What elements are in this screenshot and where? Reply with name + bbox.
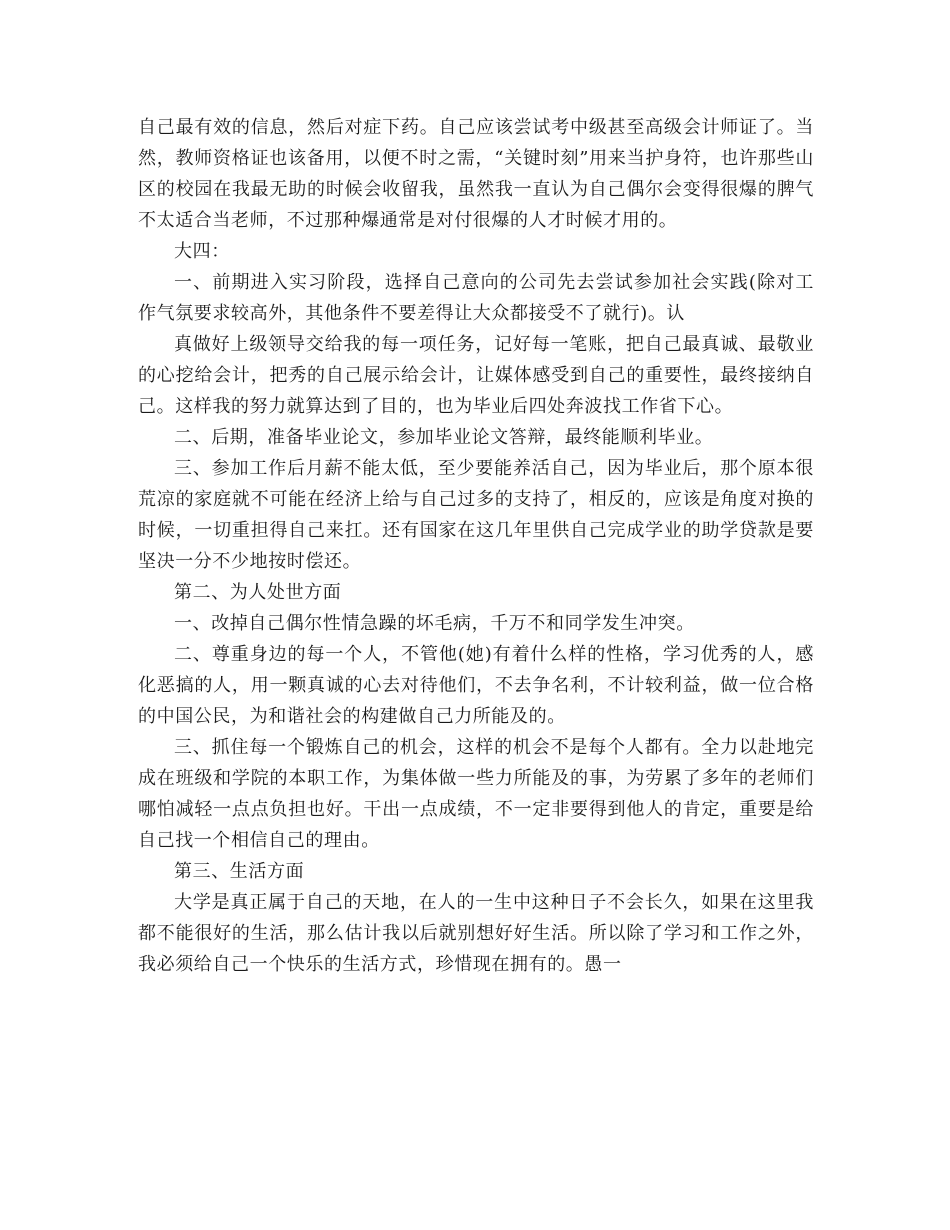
paragraph-10: 三、抓住每一个锻炼自己的机会，这样的机会不是每个人都有。全力以赴地完成在班级和学院的本职工作，为集体做一些力所能及的事，为劳累了多年的老师们哪怕减轻一点点负担也好。干出一点成绩，不一定非要得到他人的肯定，重要是给自己找一个相信自己的理由。 [138, 737, 814, 851]
paragraph-1: 自己最有效的信息，然后对症下药。自己应该尝试考中级甚至高级会计师证了。当然，教师资格证也该备用，以便不时之需，“关键时刻”用来当护身符，也许那些山区的校园在我最无助的时候会收留我，虽然我一直认为自己偶尔会变得很爆的脾气不太适合当老师，不过那种爆通常是对付很爆的人才时候才用的。 [138, 117, 814, 231]
paragraph-12: 大学是真正属于自己的天地，在人的一生中这种日子不会长久，如果在这里我都不能很好的生活，那么估计我以后就别想好好生活。所以除了学习和工作之外，我必须给自己一个快乐的生活方式，珍惜现在拥有的。愚一 [138, 892, 814, 975]
section-heading-3: 第三、生活方面 [174, 861, 305, 882]
paragraph-3: 一、前期进入实习阶段，选择自己意向的公司先去尝试参加社会实践(除对工作气氛要求较高外，其他条件不要差得让大众都接受不了就行)。认 [138, 272, 814, 324]
paragraph-9: 二、尊重身边的每一个人，不管他(她)有着什么样的性格，学习优秀的人，感化恶搞的人，用一颗真诚的心去对待他们，不去争名利，不计较利益，做一位合格的中国公民，为和谐社会的构建做自己力所能及的。 [138, 644, 814, 727]
document-body [138, 112, 814, 980]
paragraph-5: 二、后期，准备毕业论文，参加毕业论文答辩，最终能顺利毕业。 [174, 427, 714, 448]
paragraph-2: 大四： [174, 241, 230, 262]
paragraph-4: 真做好上级领导交给我的每一项任务，记好每一笔账，把自己最真诚、最敬业的心挖给会计，把秀的自己展示给会计，让媒体感受到自己的重要性，最终接纳自己。这样我的努力就算达到了目的，也为毕业后四处奔波找工作省下心。 [138, 334, 814, 417]
paragraph-8: 一、改掉自己偶尔性情急躁的坏毛病，千万不和同学发生冲突。 [174, 613, 695, 634]
paragraph-6: 三、参加工作后月薪不能太低，至少要能养活自己，因为毕业后，那个原本很荒凉的家庭就不可能在经济上给与自己过多的支持了，相反的，应该是角度对换的时候，一切重担得自己来扛。还有国家在这几年里供自己完成学业的助学贷款是要坚决一分不少地按时偿还。 [138, 458, 814, 572]
section-heading-2: 第二、为人处世方面 [174, 582, 342, 603]
